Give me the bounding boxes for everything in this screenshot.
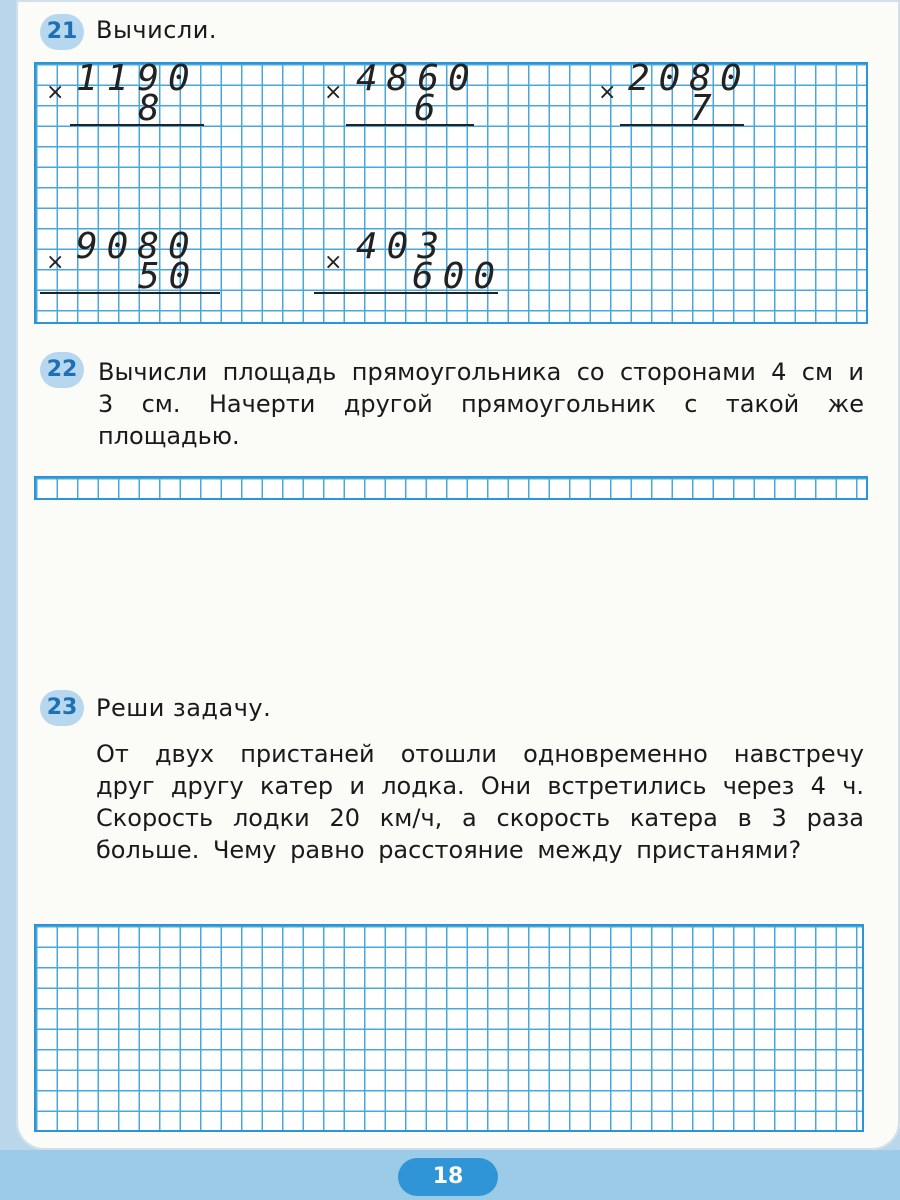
multiplicand: 403 [356, 226, 449, 267]
multiply-sign: × [324, 250, 343, 275]
task-title: Реши задачу. [96, 694, 272, 722]
result-line [70, 124, 204, 126]
task-number-badge: 23 [40, 690, 84, 726]
answer-strip-task22[interactable] [34, 476, 868, 500]
page-number-badge: 18 [398, 1158, 498, 1196]
multiply-sign: × [324, 80, 343, 105]
multiplicand: 9080 [76, 226, 199, 267]
task-number-badge: 22 [40, 352, 84, 388]
multiplicand: 2080 [628, 58, 751, 99]
result-line [314, 292, 498, 294]
multiply-sign: × [46, 80, 65, 105]
multiplier: 8 [138, 88, 169, 129]
task-text: Вычисли площадь прямоугольника со сторонами 4 см и 3 см. Начерти другой прямоугольник с такой же площадью. [98, 358, 864, 450]
multiply-sign: × [46, 250, 65, 275]
multiplicand: 1190 [76, 58, 199, 99]
task-title: Вычисли. [96, 16, 217, 44]
result-line [346, 124, 474, 126]
result-line [620, 124, 744, 126]
result-line [40, 292, 220, 294]
answer-grid-task23[interactable] [34, 924, 864, 1132]
multiplicand: 4860 [356, 58, 479, 99]
task-number-badge: 21 [40, 14, 84, 50]
multiplier: 50 [138, 256, 200, 297]
task-text: От двух пристаней отошли одновременно навстречу друг другу катер и лодка. Они встретились через 4 ч. Скорость лодки 20 км/ч, а скорость катера в 3 раза больше. Чему равно расстояние между пристанями? [96, 740, 864, 864]
multiplier: 7 [690, 88, 721, 129]
multiplier: 6 [414, 88, 445, 129]
multiply-sign: × [598, 80, 617, 105]
multiplier: 600 [412, 256, 505, 297]
